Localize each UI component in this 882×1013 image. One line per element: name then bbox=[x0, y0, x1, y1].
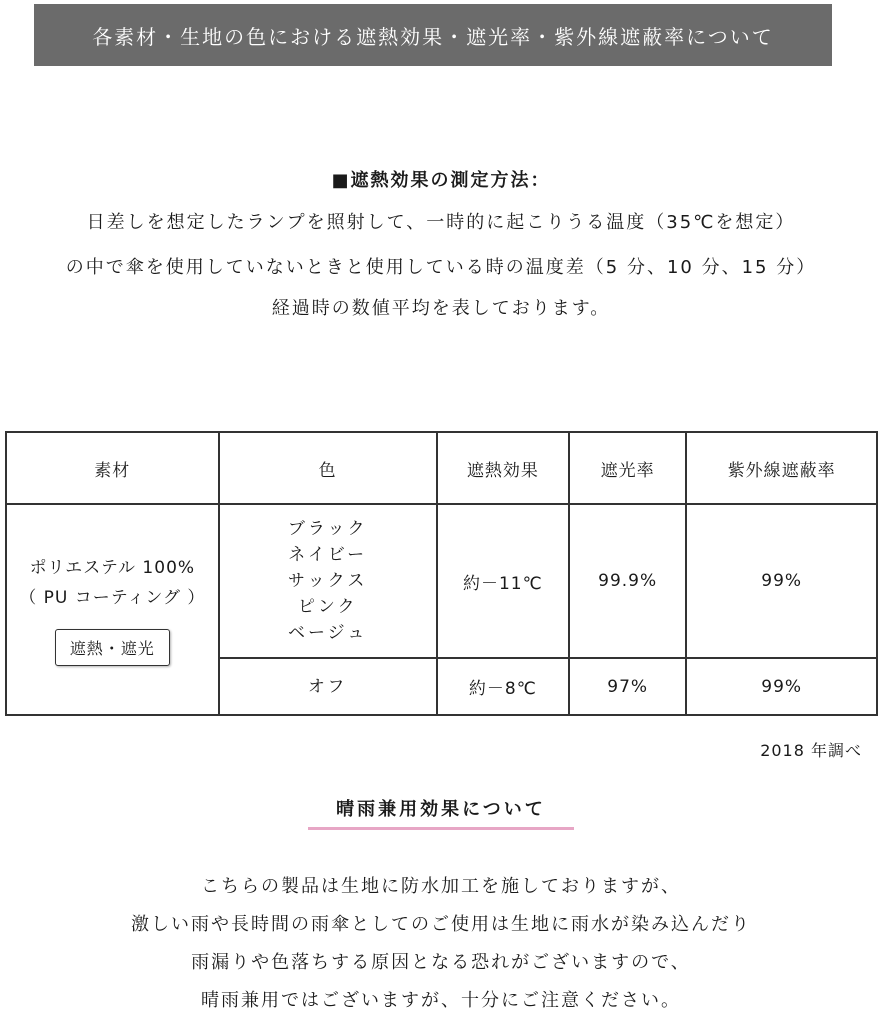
header-light-block: 遮光率 bbox=[569, 432, 686, 504]
table-row bbox=[6, 504, 877, 658]
survey-note: 2018 年調べ bbox=[760, 741, 862, 760]
notice-line-1: こちらの製品は生地に防水加工を施しておりますが、 bbox=[201, 876, 681, 897]
heat-value: 約－11℃ bbox=[437, 504, 569, 658]
color-name: ベージュ bbox=[288, 623, 368, 643]
notice-line-2: 激しい雨や長時間の雨傘としてのご使用は生地に雨水が染み込んだり bbox=[131, 914, 751, 935]
header-uv-block: 紫外線遮蔽率 bbox=[686, 432, 877, 504]
color-name: サックス bbox=[287, 571, 368, 591]
light-value: 97% bbox=[569, 658, 686, 715]
table-header-row bbox=[6, 432, 877, 504]
method-text-line-3: 経過時の数値平均を表しております。 bbox=[271, 298, 611, 319]
header-material: 素材 bbox=[6, 432, 219, 504]
color-name: ピンク bbox=[297, 597, 358, 617]
color-name: オフ bbox=[307, 676, 348, 697]
header-heat-shield: 遮熱効果 bbox=[437, 432, 569, 504]
method-title: ■遮熱効果の測定方法： bbox=[331, 170, 551, 191]
feature-badge: 遮熱・遮光 bbox=[55, 629, 170, 666]
notice-line-4: 晴雨兼用ではございますが、十分にご注意ください。 bbox=[201, 990, 681, 1011]
color-list-cell bbox=[219, 504, 437, 658]
method-text-line-2: の中で傘を使用していないときと使用している時の温度差（5 分、10 分、15 分） bbox=[65, 257, 817, 278]
color-list-cell bbox=[219, 658, 437, 715]
notice-line-3: 雨漏りや色落ちする原因となる恐れがございますので、 bbox=[191, 952, 691, 973]
header-color: 色 bbox=[219, 432, 437, 504]
header-banner bbox=[34, 4, 832, 66]
color-name: ネイビー bbox=[288, 545, 368, 565]
section-heading bbox=[0, 795, 882, 830]
uv-value: 99% bbox=[686, 504, 877, 658]
header-title: 各素材・生地の色における遮熱効果・遮光率・紫外線遮蔽率について bbox=[92, 24, 774, 49]
uv-value: 99% bbox=[686, 658, 877, 715]
heat-value: 約－8℃ bbox=[437, 658, 569, 715]
material-name: ポリエステル 100% bbox=[29, 558, 196, 578]
section-title: 晴雨兼用効果について bbox=[308, 795, 574, 830]
method-text-line-1: 日差しを想定したランプを照射して、一時的に起こりうる温度（35℃を想定） bbox=[86, 212, 796, 233]
material-coating: （ PU コーティング ） bbox=[19, 588, 206, 608]
color-name: ブラック bbox=[287, 519, 368, 539]
light-value: 99.9% bbox=[569, 504, 686, 658]
spec-table bbox=[5, 431, 878, 716]
material-cell bbox=[6, 504, 219, 715]
